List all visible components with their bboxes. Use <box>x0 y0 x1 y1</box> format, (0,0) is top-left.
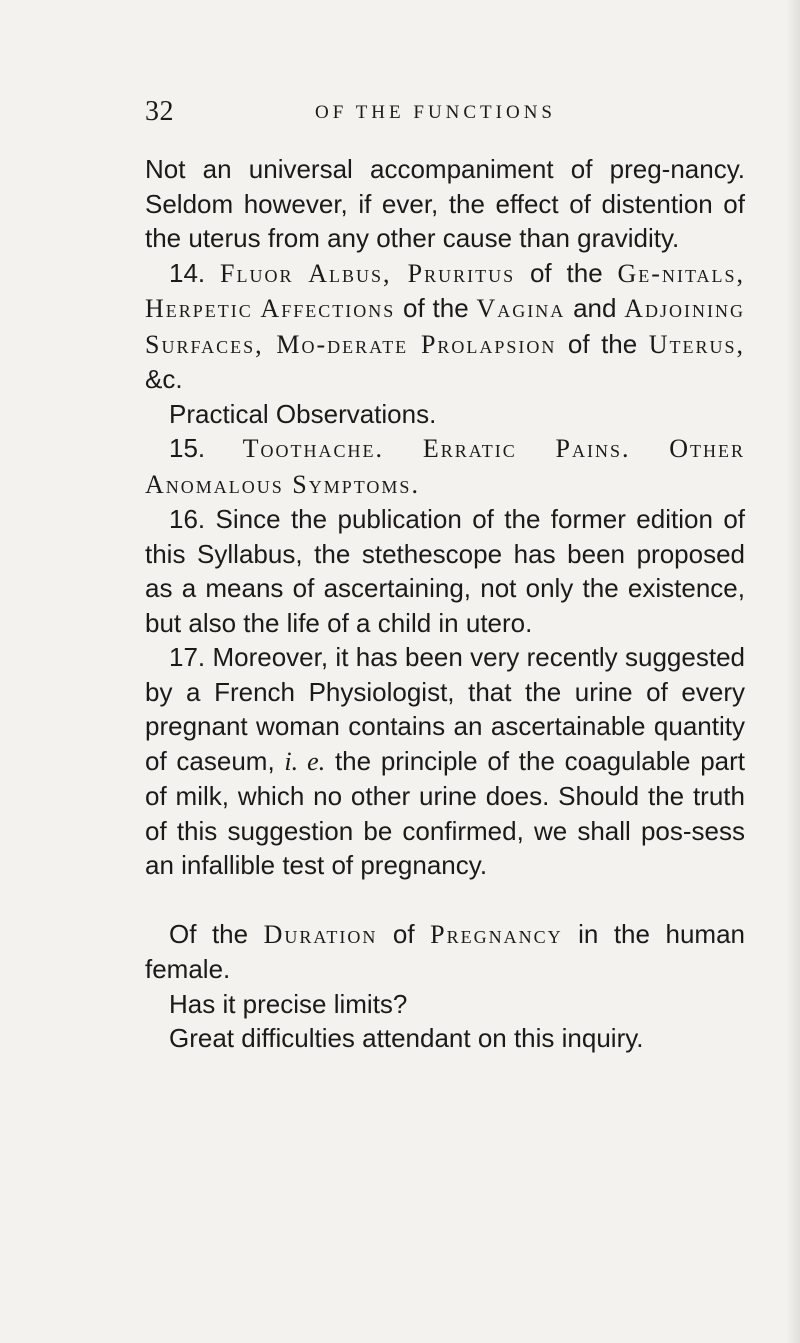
abbreviation-ie: i. e. <box>284 746 326 776</box>
text-run: &c. <box>145 364 183 394</box>
paragraph-16: 16. Since the publication of the former edition of this Syllabus, the stethescope has been proposed as a means of ascertaining, not only the existence, but also the life of a child in utero. <box>145 504 745 638</box>
text-run: of <box>377 918 431 949</box>
page-edge-shadow <box>786 0 800 1343</box>
practical-observations: Practical Observations. <box>169 398 437 429</box>
heading-uterus: Uterus, <box>648 329 745 359</box>
text-run: the principle of the coagulable part of milk, which no other urine does. Should the truth of this suggestion be confirmed, we shall pos-sess an infallible test of pregnancy. <box>145 745 745 880</box>
paragraph-17 <box>145 640 745 883</box>
heading-pregnancy: Pregnancy <box>430 919 563 949</box>
text-run: Of the <box>169 918 264 949</box>
text-run: in the human female. <box>145 918 745 984</box>
text-run: of the <box>395 293 477 323</box>
text-run: and <box>565 293 625 323</box>
page-number: 32 <box>145 96 174 127</box>
paragraph-duration <box>145 917 745 987</box>
heading-toothache: Toothache. Erratic Pains. Other Anomalous Symptoms. <box>145 434 746 499</box>
text-run: of the <box>556 328 649 359</box>
running-head: OF THE FUNCTIONS <box>315 102 557 123</box>
page-header <box>145 96 745 136</box>
text-run: of the <box>515 257 618 288</box>
section-gap <box>145 883 745 917</box>
heading-adjoining: Adjoining Surfaces, Mo-derate Prolapsion <box>145 294 746 359</box>
paragraph-14 <box>145 256 745 397</box>
text-run: 17. Moreover, it has been very recently suggested by a French Physiologist, that the urine of every pregnant woman contains an ascertainable quantity of caseum, <box>145 642 745 776</box>
body-text <box>145 152 745 1056</box>
heading-fluor-albus: Fluor Albus, Pruritus <box>220 258 516 288</box>
item-number: 15. <box>169 433 206 463</box>
paragraph-limits: Has it precise limits? <box>169 988 408 1019</box>
heading-duration: Duration <box>263 919 378 949</box>
heading-vagina: Vagina <box>476 294 566 323</box>
heading-genitals: Ge-nitals, Herpetic Affections <box>145 258 745 323</box>
paragraph-15 <box>145 431 745 502</box>
paragraph-gravidity: Not an universal accompaniment of preg-nancy. Seldom however, if ever, the effect of distention of the uterus from any other cause than gravidity. <box>145 154 745 253</box>
item-number: 14. <box>169 257 206 288</box>
paragraph-difficulties: Great difficulties attendant on this inquiry. <box>169 1023 644 1053</box>
